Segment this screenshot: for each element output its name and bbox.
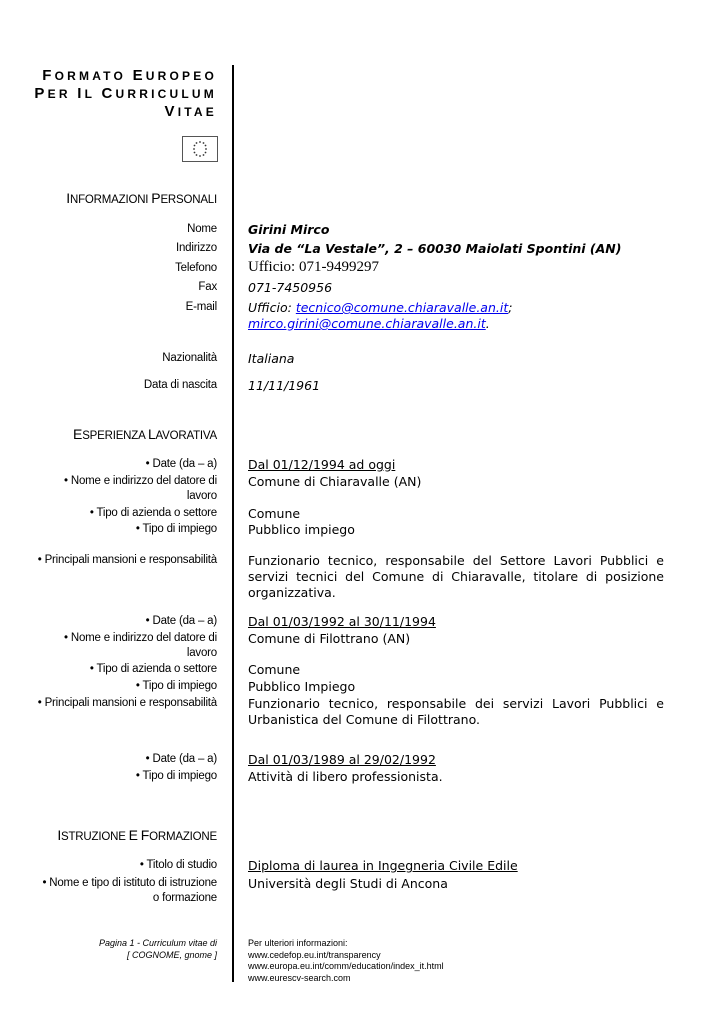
cv-title (34, 67, 217, 121)
email-separator: ; (508, 300, 513, 315)
label-dates: • Date (da – a) (145, 753, 217, 765)
section-title-experience: ESPERIENZA LAVORATIVA (73, 426, 217, 442)
label-birth: Data di nascita (143, 379, 217, 391)
section-title-personal: INFORMAZIONI PERSONALI (66, 190, 217, 206)
email-office-link[interactable]: tecnico@comune.chiaravalle.an.it (295, 300, 509, 315)
label-job-type: • Tipo di impiego (135, 680, 217, 692)
job1-duties: Funzionario tecnico, responsabile del Settore Lavori Pubblici e servizi tecnici del Comune di Chiaravalle, titolare di posizione organizzativa. (248, 553, 664, 600)
value-phone: Ufficio: 071-9499297 (248, 259, 379, 275)
label-dates: • Date (da – a) (145, 615, 217, 627)
label-dates: • Date (da – a) (145, 458, 217, 470)
job1-dates: Dal 01/12/1994 ad oggi (248, 457, 396, 472)
label-duties: • Principali mansioni e responsabilità (37, 697, 217, 709)
vertical-divider (232, 65, 234, 982)
label-address: Indirizzo (175, 242, 217, 254)
section-title-education: ISTRUZIONE E FORMAZIONE (57, 827, 217, 843)
label-duties: • Principali mansioni e responsabilità (37, 554, 217, 566)
label-employer-line2: lavoro (186, 647, 217, 659)
footer-link-cedefop[interactable]: www.cedefop.eu.int/transparency (248, 949, 381, 960)
footer-page-info (99, 938, 217, 961)
label-sector: • Tipo di azienda o settore (89, 663, 217, 675)
footer-links (248, 938, 444, 984)
footer-left-line2: [ COGNOME, gnome ] (126, 949, 217, 960)
value-birth: 11/11/1961 (248, 378, 321, 393)
job1-employer: Comune di Chiaravalle (AN) (248, 474, 422, 489)
label-email: E-mail (185, 301, 217, 313)
cv-title-line2: PER IL CURRICULUM (34, 85, 217, 102)
label-fax: Fax (198, 281, 217, 293)
value-nationality: Italiana (248, 351, 295, 366)
value-degree: Diploma di laurea in Ingegneria Civile Edile (248, 858, 518, 873)
job2-duties: Funzionario tecnico, responsabile dei servizi Lavori Pubblici e Urbanistica del Comune di Filottrano. (248, 696, 664, 727)
label-degree: • Titolo di studio (139, 859, 217, 871)
label-employer-line2: lavoro (186, 490, 217, 502)
job3-dates: Dal 01/03/1989 al 29/02/1992 (248, 752, 436, 767)
label-school-line2: o formazione (152, 892, 217, 904)
label-phone: Telefono (175, 262, 217, 274)
value-email (248, 300, 664, 332)
cv-title-line3: VITAE (164, 103, 217, 120)
value-school: Università degli Studi di Ancona (248, 876, 448, 891)
value-address: Via de “La Vestale”, 2 – 60030 Maiolati Spontini (AN) (248, 241, 622, 256)
job1-job-type: Pubblico impiego (248, 522, 355, 537)
label-employer (64, 631, 217, 661)
value-name: Girini Mirco (248, 222, 330, 237)
label-sector: • Tipo di azienda o settore (89, 507, 217, 519)
job1-sector: Comune (248, 506, 301, 521)
value-fax: 071-7450956 (248, 280, 333, 295)
label-employer-line1: • Nome e indirizzo del datore di (64, 632, 217, 644)
footer-left-line1: Pagina 1 - Curriculum vitae di (98, 938, 217, 948)
job2-employer: Comune di Filottrano (AN) (248, 631, 411, 646)
label-name: Nome (187, 223, 217, 235)
label-job-type: • Tipo di impiego (135, 770, 217, 782)
cv-title-line1: FORMATO EUROPEO (42, 67, 217, 84)
job3-job-type: Attività di libero professionista. (248, 769, 443, 784)
label-nationality: Nazionalità (162, 352, 217, 364)
label-employer-line1: • Nome e indirizzo del datore di (64, 475, 217, 487)
footer-right-line1: Per ulteriori informazioni: (248, 938, 348, 948)
label-employer (64, 474, 217, 504)
label-job-type: • Tipo di impiego (135, 523, 217, 535)
eu-flag-icon (182, 136, 218, 162)
job2-job-type: Pubblico Impiego (248, 679, 356, 694)
label-school (42, 876, 217, 906)
footer-link-eurescv[interactable]: www.eurescv-search.com (248, 972, 351, 983)
job2-dates: Dal 01/03/1992 al 30/11/1994 (248, 614, 436, 629)
email-end: . (485, 316, 490, 331)
footer-link-europa[interactable]: www.europa.eu.int/comm/education/index_it.html (248, 961, 444, 971)
label-school-line1: • Nome e tipo di istituto di istruzione (42, 877, 217, 889)
job2-sector: Comune (248, 662, 301, 677)
email-personal-link[interactable]: mirco.girini@comune.chiaravalle.an.it (248, 316, 486, 331)
email-prefix: Ufficio: (248, 300, 296, 315)
